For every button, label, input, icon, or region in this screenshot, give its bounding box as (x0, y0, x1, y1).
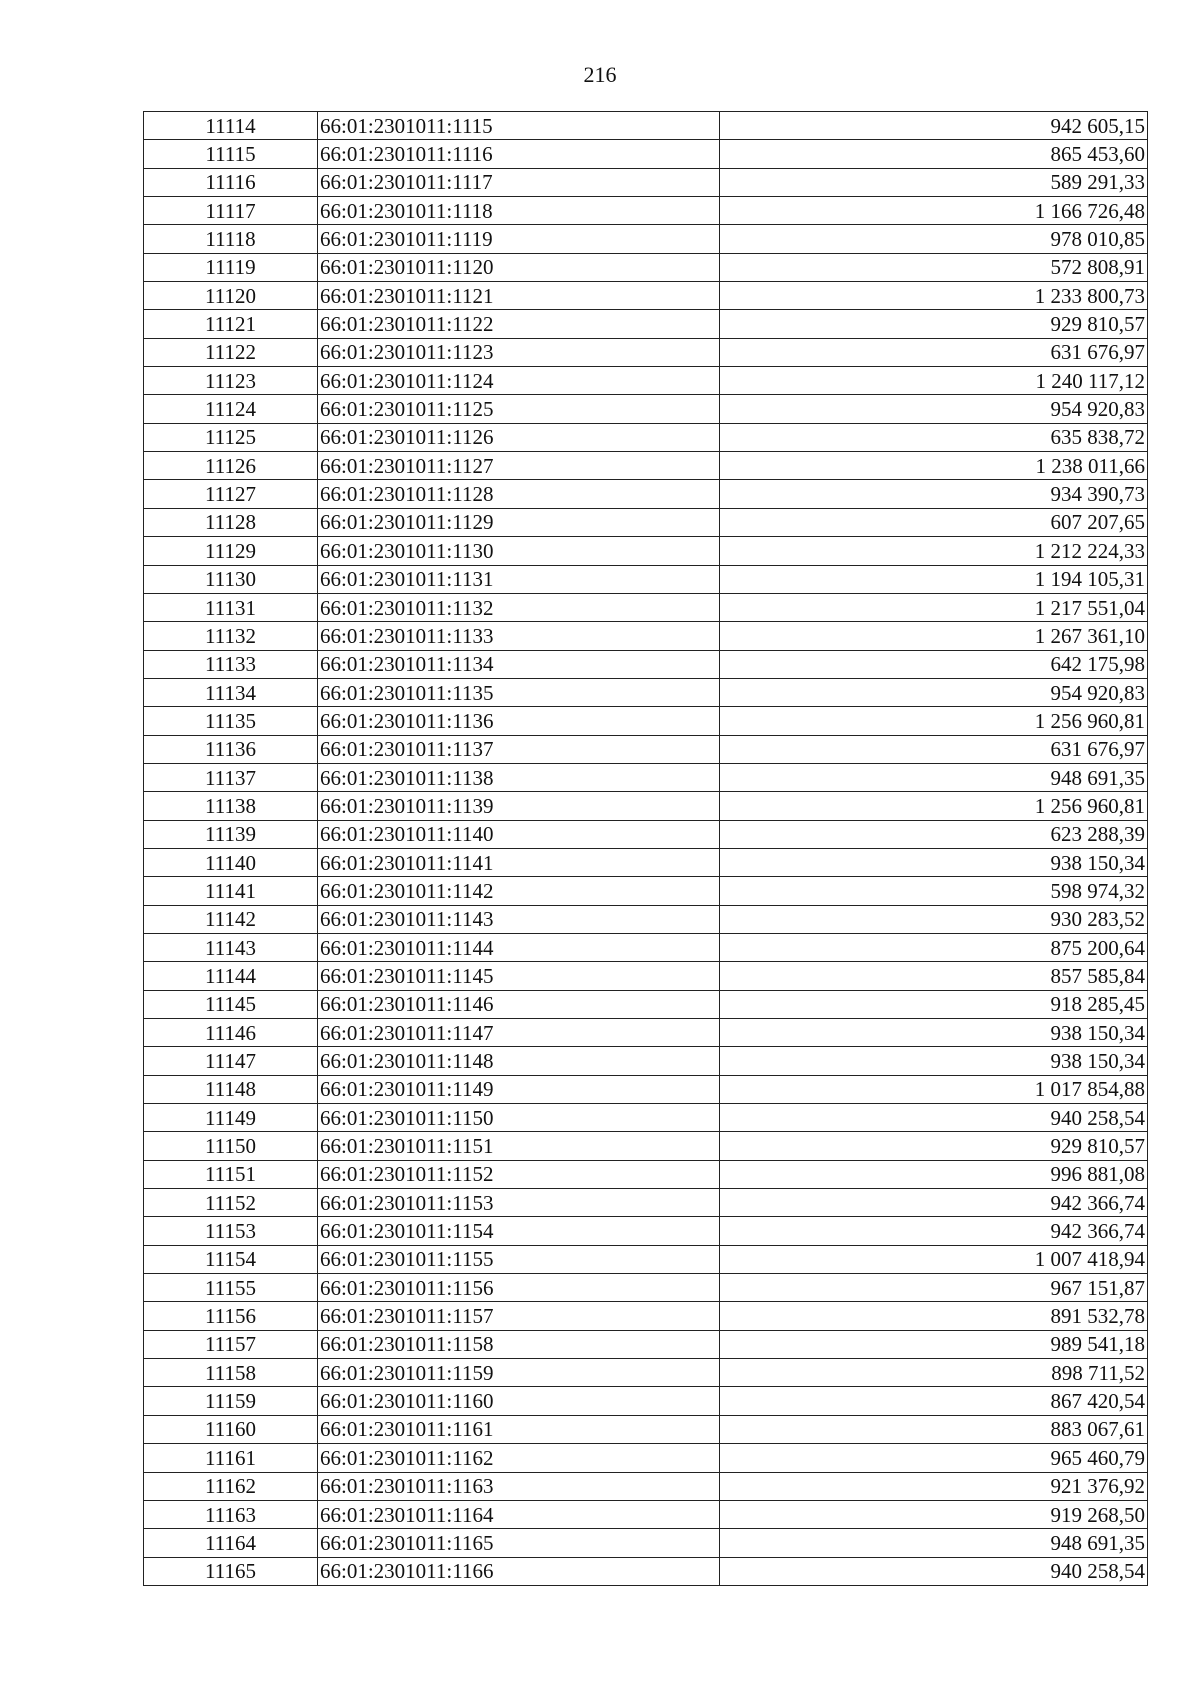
table-row (144, 112, 1148, 140)
row-number-cell: 11145 (144, 990, 318, 1018)
cadastral-number-cell: 66:01:2301011:1149 (318, 1075, 720, 1103)
table-row (144, 508, 1148, 536)
row-number-cell: 11137 (144, 763, 318, 791)
table-row (144, 310, 1148, 338)
table-row (144, 1104, 1148, 1132)
cadastral-number-cell: 66:01:2301011:1139 (318, 792, 720, 820)
cadastral-number-cell: 66:01:2301011:1130 (318, 537, 720, 565)
value-cell: 1 267 361,10 (720, 622, 1148, 650)
row-number-cell: 11132 (144, 622, 318, 650)
row-number-cell: 11131 (144, 593, 318, 621)
cadastral-number-cell: 66:01:2301011:1158 (318, 1330, 720, 1358)
table-body (144, 112, 1148, 1586)
value-cell: 948 691,35 (720, 763, 1148, 791)
cadastral-number-cell: 66:01:2301011:1117 (318, 168, 720, 196)
cadastral-number-cell: 66:01:2301011:1165 (318, 1529, 720, 1557)
cadastral-number-cell: 66:01:2301011:1159 (318, 1359, 720, 1387)
value-cell: 1 256 960,81 (720, 792, 1148, 820)
cadastral-number-cell: 66:01:2301011:1146 (318, 990, 720, 1018)
table-row (144, 1189, 1148, 1217)
value-cell: 883 067,61 (720, 1415, 1148, 1443)
row-number-cell: 11151 (144, 1160, 318, 1188)
table-row (144, 1557, 1148, 1585)
cadastral-number-cell: 66:01:2301011:1142 (318, 877, 720, 905)
cadastral-number-cell: 66:01:2301011:1133 (318, 622, 720, 650)
value-cell: 1 017 854,88 (720, 1075, 1148, 1103)
row-number-cell: 11121 (144, 310, 318, 338)
row-number-cell: 11133 (144, 650, 318, 678)
cadastral-number-cell: 66:01:2301011:1118 (318, 197, 720, 225)
table-row (144, 1075, 1148, 1103)
row-number-cell: 11135 (144, 707, 318, 735)
table-row (144, 1160, 1148, 1188)
table-row (144, 537, 1148, 565)
value-cell: 589 291,33 (720, 168, 1148, 196)
value-cell: 978 010,85 (720, 225, 1148, 253)
table-row (144, 423, 1148, 451)
cadastral-number-cell: 66:01:2301011:1150 (318, 1104, 720, 1132)
cadastral-number-cell: 66:01:2301011:1148 (318, 1047, 720, 1075)
cadastral-number-cell: 66:01:2301011:1124 (318, 367, 720, 395)
table-row (144, 1047, 1148, 1075)
cadastral-number-cell: 66:01:2301011:1127 (318, 452, 720, 480)
row-number-cell: 11140 (144, 848, 318, 876)
table-row (144, 593, 1148, 621)
value-cell: 1 007 418,94 (720, 1245, 1148, 1273)
table-row (144, 1132, 1148, 1160)
table-row (144, 678, 1148, 706)
value-cell: 954 920,83 (720, 678, 1148, 706)
row-number-cell: 11160 (144, 1415, 318, 1443)
value-cell: 1 217 551,04 (720, 593, 1148, 621)
row-number-cell: 11165 (144, 1557, 318, 1585)
row-number-cell: 11149 (144, 1104, 318, 1132)
row-number-cell: 11157 (144, 1330, 318, 1358)
table-row (144, 565, 1148, 593)
table-row (144, 1444, 1148, 1472)
table-row (144, 877, 1148, 905)
cadastral-number-cell: 66:01:2301011:1128 (318, 480, 720, 508)
value-cell: 938 150,34 (720, 848, 1148, 876)
table-row (144, 1330, 1148, 1358)
value-cell: 631 676,97 (720, 338, 1148, 366)
cadastral-number-cell: 66:01:2301011:1135 (318, 678, 720, 706)
value-cell: 1 238 011,66 (720, 452, 1148, 480)
table-row (144, 452, 1148, 480)
cadastral-number-cell: 66:01:2301011:1131 (318, 565, 720, 593)
cadastral-number-cell: 66:01:2301011:1163 (318, 1472, 720, 1500)
table-row (144, 792, 1148, 820)
row-number-cell: 11116 (144, 168, 318, 196)
page-number: 216 (583, 62, 617, 87)
value-cell: 607 207,65 (720, 508, 1148, 536)
cadastral-number-cell: 66:01:2301011:1151 (318, 1132, 720, 1160)
value-cell: 948 691,35 (720, 1529, 1148, 1557)
table-row (144, 933, 1148, 961)
table-row (144, 1472, 1148, 1500)
value-cell: 1 233 800,73 (720, 282, 1148, 310)
row-number-cell: 11117 (144, 197, 318, 225)
row-number-cell: 11143 (144, 933, 318, 961)
cadastral-number-cell: 66:01:2301011:1115 (318, 112, 720, 140)
row-number-cell: 11154 (144, 1245, 318, 1273)
row-number-cell: 11139 (144, 820, 318, 848)
cadastral-number-cell: 66:01:2301011:1143 (318, 905, 720, 933)
cadastral-number-cell: 66:01:2301011:1157 (318, 1302, 720, 1330)
row-number-cell: 11129 (144, 537, 318, 565)
cadastral-number-cell: 66:01:2301011:1140 (318, 820, 720, 848)
row-number-cell: 11153 (144, 1217, 318, 1245)
table-row (144, 650, 1148, 678)
cadastral-number-cell: 66:01:2301011:1132 (318, 593, 720, 621)
table-row (144, 1217, 1148, 1245)
row-number-cell: 11114 (144, 112, 318, 140)
cadastral-number-cell: 66:01:2301011:1156 (318, 1274, 720, 1302)
value-cell: 940 258,54 (720, 1104, 1148, 1132)
row-number-cell: 11163 (144, 1500, 318, 1528)
cadastral-number-cell: 66:01:2301011:1160 (318, 1387, 720, 1415)
row-number-cell: 11128 (144, 508, 318, 536)
table-row (144, 367, 1148, 395)
table-row (144, 338, 1148, 366)
table-row (144, 197, 1148, 225)
row-number-cell: 11155 (144, 1274, 318, 1302)
table-row (144, 707, 1148, 735)
table-row (144, 820, 1148, 848)
value-cell: 929 810,57 (720, 1132, 1148, 1160)
table-row (144, 1302, 1148, 1330)
value-cell: 891 532,78 (720, 1302, 1148, 1330)
cadastral-number-cell: 66:01:2301011:1125 (318, 395, 720, 423)
cadastral-number-cell: 66:01:2301011:1141 (318, 848, 720, 876)
cadastral-number-cell: 66:01:2301011:1145 (318, 962, 720, 990)
row-number-cell: 11138 (144, 792, 318, 820)
cadastral-number-cell: 66:01:2301011:1126 (318, 423, 720, 451)
cadastral-number-cell: 66:01:2301011:1147 (318, 1019, 720, 1047)
table-row (144, 225, 1148, 253)
row-number-cell: 11120 (144, 282, 318, 310)
row-number-cell: 11158 (144, 1359, 318, 1387)
value-cell: 875 200,64 (720, 933, 1148, 961)
row-number-cell: 11148 (144, 1075, 318, 1103)
cadastral-number-cell: 66:01:2301011:1155 (318, 1245, 720, 1273)
cadastral-number-cell: 66:01:2301011:1162 (318, 1444, 720, 1472)
cadastral-number-cell: 66:01:2301011:1154 (318, 1217, 720, 1245)
table-row (144, 622, 1148, 650)
row-number-cell: 11125 (144, 423, 318, 451)
row-number-cell: 11144 (144, 962, 318, 990)
table-row (144, 763, 1148, 791)
value-cell: 967 151,87 (720, 1274, 1148, 1302)
row-number-cell: 11122 (144, 338, 318, 366)
cadastral-number-cell: 66:01:2301011:1161 (318, 1415, 720, 1443)
table-row (144, 1529, 1148, 1557)
value-cell: 929 810,57 (720, 310, 1148, 338)
row-number-cell: 11119 (144, 253, 318, 281)
cadastral-number-cell: 66:01:2301011:1137 (318, 735, 720, 763)
table-row (144, 140, 1148, 168)
cadastral-number-cell: 66:01:2301011:1166 (318, 1557, 720, 1585)
row-number-cell: 11159 (144, 1387, 318, 1415)
value-cell: 1 212 224,33 (720, 537, 1148, 565)
value-cell: 1 194 105,31 (720, 565, 1148, 593)
table-row (144, 1359, 1148, 1387)
table-row (144, 253, 1148, 281)
value-cell: 930 283,52 (720, 905, 1148, 933)
row-number-cell: 11136 (144, 735, 318, 763)
value-cell: 642 175,98 (720, 650, 1148, 678)
row-number-cell: 11141 (144, 877, 318, 905)
cadastral-number-cell: 66:01:2301011:1122 (318, 310, 720, 338)
table-row (144, 480, 1148, 508)
value-cell: 1 240 117,12 (720, 367, 1148, 395)
row-number-cell: 11156 (144, 1302, 318, 1330)
row-number-cell: 11123 (144, 367, 318, 395)
row-number-cell: 11130 (144, 565, 318, 593)
cadastral-number-cell: 66:01:2301011:1136 (318, 707, 720, 735)
cadastral-number-cell: 66:01:2301011:1144 (318, 933, 720, 961)
value-cell: 965 460,79 (720, 1444, 1148, 1472)
value-cell: 919 268,50 (720, 1500, 1148, 1528)
data-table (143, 111, 1148, 1586)
value-cell: 942 366,74 (720, 1189, 1148, 1217)
row-number-cell: 11124 (144, 395, 318, 423)
value-cell: 865 453,60 (720, 140, 1148, 168)
value-cell: 918 285,45 (720, 990, 1148, 1018)
row-number-cell: 11150 (144, 1132, 318, 1160)
value-cell: 996 881,08 (720, 1160, 1148, 1188)
value-cell: 898 711,52 (720, 1359, 1148, 1387)
value-cell: 635 838,72 (720, 423, 1148, 451)
value-cell: 954 920,83 (720, 395, 1148, 423)
row-number-cell: 11146 (144, 1019, 318, 1047)
table-row (144, 905, 1148, 933)
row-number-cell: 11162 (144, 1472, 318, 1500)
value-cell: 1 166 726,48 (720, 197, 1148, 225)
table-row (144, 962, 1148, 990)
value-cell: 938 150,34 (720, 1047, 1148, 1075)
cadastral-number-cell: 66:01:2301011:1152 (318, 1160, 720, 1188)
cadastral-number-cell: 66:01:2301011:1153 (318, 1189, 720, 1217)
cadastral-number-cell: 66:01:2301011:1119 (318, 225, 720, 253)
table-row (144, 990, 1148, 1018)
value-cell: 598 974,32 (720, 877, 1148, 905)
row-number-cell: 11115 (144, 140, 318, 168)
table-row (144, 1245, 1148, 1273)
value-cell: 940 258,54 (720, 1557, 1148, 1585)
table-row (144, 848, 1148, 876)
value-cell: 934 390,73 (720, 480, 1148, 508)
table-row (144, 1274, 1148, 1302)
value-cell: 572 808,91 (720, 253, 1148, 281)
table-row (144, 735, 1148, 763)
table-row (144, 282, 1148, 310)
value-cell: 867 420,54 (720, 1387, 1148, 1415)
value-cell: 623 288,39 (720, 820, 1148, 848)
cadastral-number-cell: 66:01:2301011:1164 (318, 1500, 720, 1528)
value-cell: 938 150,34 (720, 1019, 1148, 1047)
value-cell: 921 376,92 (720, 1472, 1148, 1500)
row-number-cell: 11142 (144, 905, 318, 933)
row-number-cell: 11161 (144, 1444, 318, 1472)
value-cell: 631 676,97 (720, 735, 1148, 763)
cadastral-number-cell: 66:01:2301011:1129 (318, 508, 720, 536)
value-cell: 1 256 960,81 (720, 707, 1148, 735)
row-number-cell: 11134 (144, 678, 318, 706)
row-number-cell: 11164 (144, 1529, 318, 1557)
cadastral-number-cell: 66:01:2301011:1138 (318, 763, 720, 791)
table-row (144, 1387, 1148, 1415)
table-row (144, 395, 1148, 423)
value-cell: 857 585,84 (720, 962, 1148, 990)
cadastral-number-cell: 66:01:2301011:1120 (318, 253, 720, 281)
cadastral-number-cell: 66:01:2301011:1116 (318, 140, 720, 168)
cadastral-number-cell: 66:01:2301011:1121 (318, 282, 720, 310)
table-row (144, 1019, 1148, 1047)
value-cell: 942 605,15 (720, 112, 1148, 140)
table-row (144, 1500, 1148, 1528)
row-number-cell: 11118 (144, 225, 318, 253)
row-number-cell: 11147 (144, 1047, 318, 1075)
row-number-cell: 11152 (144, 1189, 318, 1217)
cadastral-number-cell: 66:01:2301011:1123 (318, 338, 720, 366)
row-number-cell: 11126 (144, 452, 318, 480)
row-number-cell: 11127 (144, 480, 318, 508)
value-cell: 942 366,74 (720, 1217, 1148, 1245)
cadastral-number-cell: 66:01:2301011:1134 (318, 650, 720, 678)
table-row (144, 1415, 1148, 1443)
value-cell: 989 541,18 (720, 1330, 1148, 1358)
table-row (144, 168, 1148, 196)
